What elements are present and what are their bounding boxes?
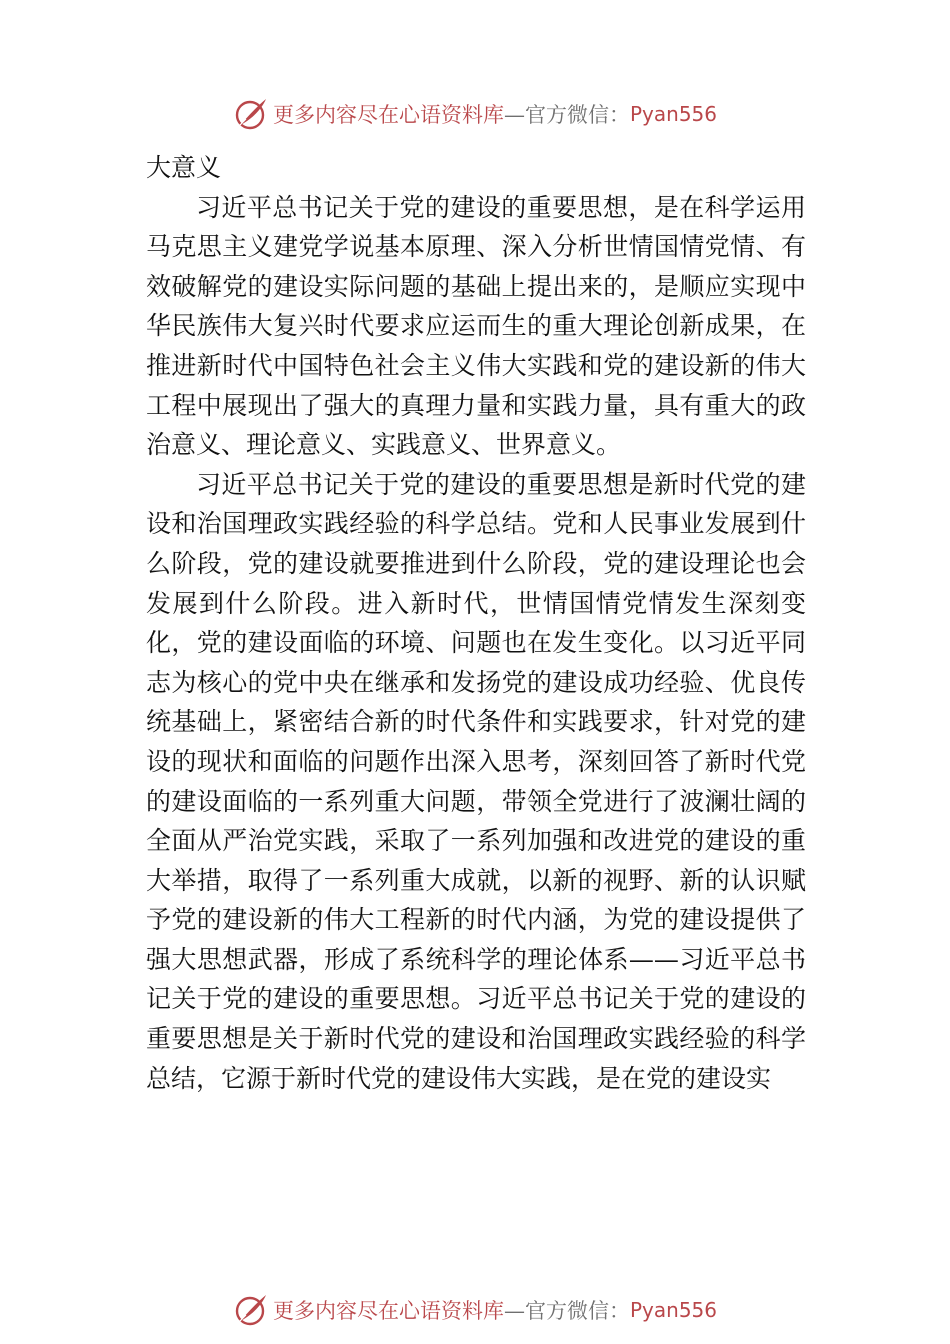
paragraph: 习近平总书记关于党的建设的重要思想是新时代党的建设和治国理政实践经验的科学总结。党和人民事业发展到什么阶段，党的建设就要推进到什么阶段，党的建设理论也会发展到什么阶段。进入新时代，世情国情党情发生深刻变化，党的建设面临的环境、问题也在发生变化。以习近平同志为核心的党中央在继承和发扬党的建设成功经验、优良传统基础上，紧密结合新的时代条件和实践要求，针对党的建设的现状和面临的问题作出深入思考，深刻回答了新时代党的建设面临的一系列重大问题，带领全党进行了波澜壮阔的全面从严治党实践，采取了一系列加强和改进党的建设的重大举措，取得了一系列重大成就，以新的视野、新的认识赋予党的建设新的伟大工程新的时代内涵，为党的建设提供了强大思想武器，形成了系统科学的理论体系——习近平总书记关于党的建设的重要思想。习近平总书记关于党的建设的重要思想是关于新时代党的建设和治国理政实践经验的科学总结，它源于新时代党的建设伟大实践，是在党的建设实	[146, 469, 806, 1093]
watermark-separator: —官方微信：	[503, 103, 630, 127]
document-body	[146, 148, 806, 1098]
watermark-wechat-id: Pyan556	[629, 102, 717, 126]
quill-pen-logo-icon	[233, 96, 269, 132]
watermark-brand: 更多内容尽在心语资料库	[272, 1299, 504, 1323]
quill-pen-logo-icon	[233, 1292, 269, 1328]
footer-watermark	[0, 1290, 950, 1330]
watermark-brand: 更多内容尽在心语资料库	[272, 103, 504, 127]
watermark-separator: —官方微信：	[503, 1299, 630, 1323]
paragraph: 习近平总书记关于党的建设的重要思想，是在科学运用马克思主义建党学说基本原理、深入分析世情国情党情、有效破解党的建设实际问题的基础上提出来的，是顺应实现中华民族伟大复兴时代要求应运而生的重大理论创新成果，在推进新时代中国特色社会主义伟大实践和党的建设新的伟大工程中展现出了强大的真理力量和实践力量，具有重大的政治意义、理论意义、实践意义、世界意义。	[146, 192, 806, 460]
paragraph-continuation: 大意义	[146, 153, 222, 182]
header-watermark	[0, 94, 950, 134]
watermark-wechat-id: Pyan556	[629, 1298, 717, 1322]
